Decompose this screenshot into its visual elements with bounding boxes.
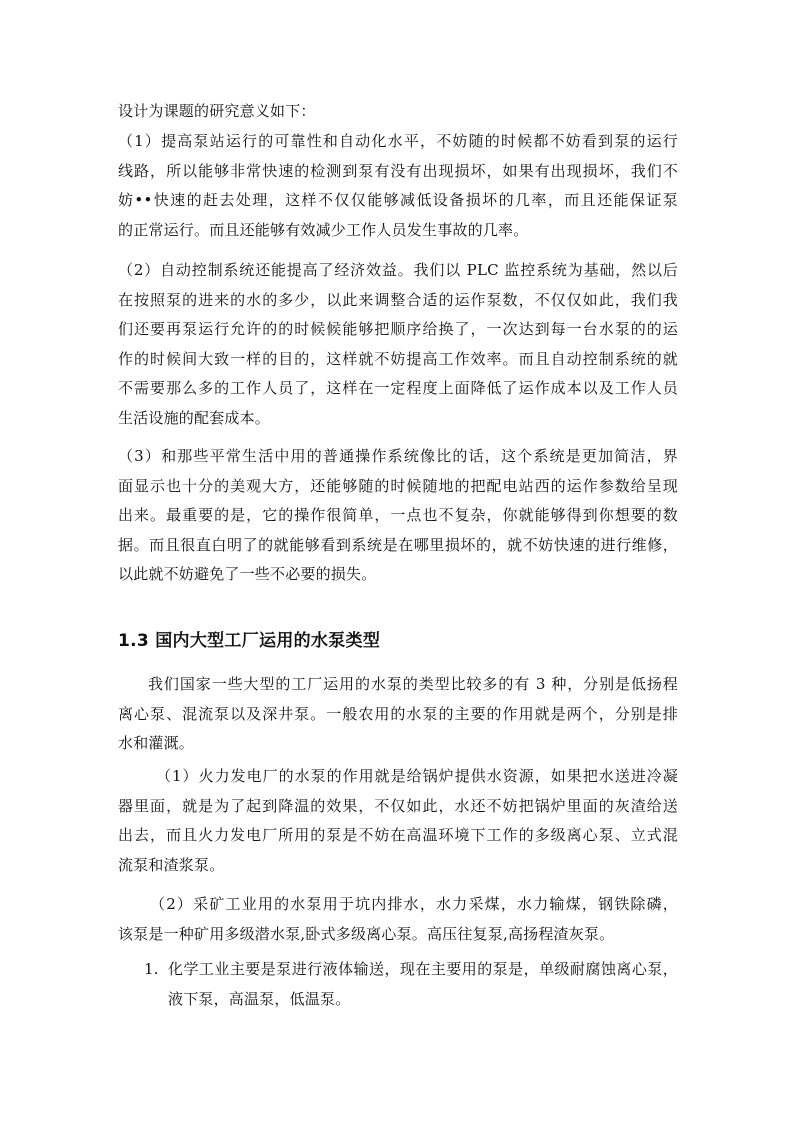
text-line: 面显示也十分的美观大方，还能够随的时候随地的把配电站西的运作参数给呈现 <box>118 476 678 495</box>
paragraph-pump-types <box>118 670 678 759</box>
text-line: 我们国家一些大型的工厂运用的水泵的类型比较多的有 3 种，分别是低扬程 <box>148 675 678 693</box>
text-line: 液下泵，高温泵，低温泵。 <box>168 989 351 1008</box>
paragraph-interface <box>118 442 678 590</box>
text-line: （2）自动控制系统还能提高了经济效益。我们以 PLC 监控系统为基础，然以后 <box>118 261 678 279</box>
paragraph-reliability <box>118 127 678 245</box>
text-line: 以此就不妨避免了一些不必要的损失。 <box>118 565 377 583</box>
text-line: 器里面，就是为了起到降温的效果，不仅如此，水还不妨把锅炉里面的灰渣给送 <box>118 796 678 815</box>
text-line: 据。而且很直白明了的就能够看到系统是在哪里损坏的，就不妨快速的进行维修， <box>118 535 678 554</box>
text-line: 妨••快速的赶去处理，这样不仅仅能够减低设备损坏的几率，而且还能保证泵 <box>118 191 678 209</box>
text-line: 设计为课题的研究意义如下： <box>118 102 316 120</box>
text-line: 水和灌溉。 <box>118 734 195 752</box>
text-line: 该泵是一种矿用多级潜水泵,卧式多级离心泵。高压往复泵,高扬程渣灰泵。 <box>118 924 615 943</box>
text-line: 出去，而且火力发电厂所用的泵是不妨在高温环境下工作的多级离心泵、立式混 <box>118 826 678 844</box>
text-line: （1）火力发电厂的水泵的作用就是给锅炉提供水资源，如果把水送进冷凝 <box>156 767 678 785</box>
text-line: 流泵和渣浆泵。 <box>118 855 225 874</box>
text-line: （2）采矿工业用的水泵用于坑内排水，水力采煤，水力输煤，钢铁除磷， <box>150 895 678 913</box>
intro-paragraph <box>118 97 678 127</box>
text-line: 生活设施的配套成本。 <box>118 408 271 427</box>
text-line: 作的时候间大致一样的目的，这样就不妨提高工作效率。而且自动控制系统的就 <box>118 349 678 368</box>
text-line: （1）提高泵站运行的可靠性和自动化水平，不妨随的时候都不妨看到泵的运行 <box>118 132 678 150</box>
section-heading: 1.3 国内大型工厂运用的水泵类型 <box>118 631 381 651</box>
list-item-chemical <box>168 955 678 1014</box>
text-line: 们还要再泵运行允许的的时候候能够把顺序给换了，一次达到每一台水泵的的运 <box>118 320 678 338</box>
text-line: 的正常运行。而且还能够有效减少工作人员发生事故的几率。 <box>118 220 529 239</box>
text-line: 化学工业主要是泵进行液体输送，现在主要用的泵是，单级耐腐蚀离心泵， <box>168 960 678 978</box>
text-line: （3）和那些平常生活中用的普通操作系统像比的话，这个系统是更加简洁，界 <box>118 447 678 465</box>
text-line: 在按照泵的进来的水的多少，以此来调整合适的运作泵数，不仅仅如此，我们我 <box>118 290 678 309</box>
paragraph-economic-benefit <box>118 256 678 433</box>
text-line: 出来。最重要的是，它的操作很简单，一点也不复杂，你就能够得到你想要的数 <box>118 506 678 524</box>
text-line: 离心泵、混流泵以及深井泵。一般农用的水泵的主要的作用就是两个，分别是排 <box>118 704 678 723</box>
text-line: 不需要那么多的工作人员了，这样在一定程度上面降低了运作成本以及工作人员 <box>118 379 678 397</box>
paragraph-power-plant <box>118 762 678 880</box>
text-line: 线路，所以能够非常快速的检测到泵有没有出现损坏，如果有出现损坏，我们不 <box>118 161 678 180</box>
paragraph-mining <box>118 890 678 949</box>
list-marker: 1. <box>144 960 159 978</box>
